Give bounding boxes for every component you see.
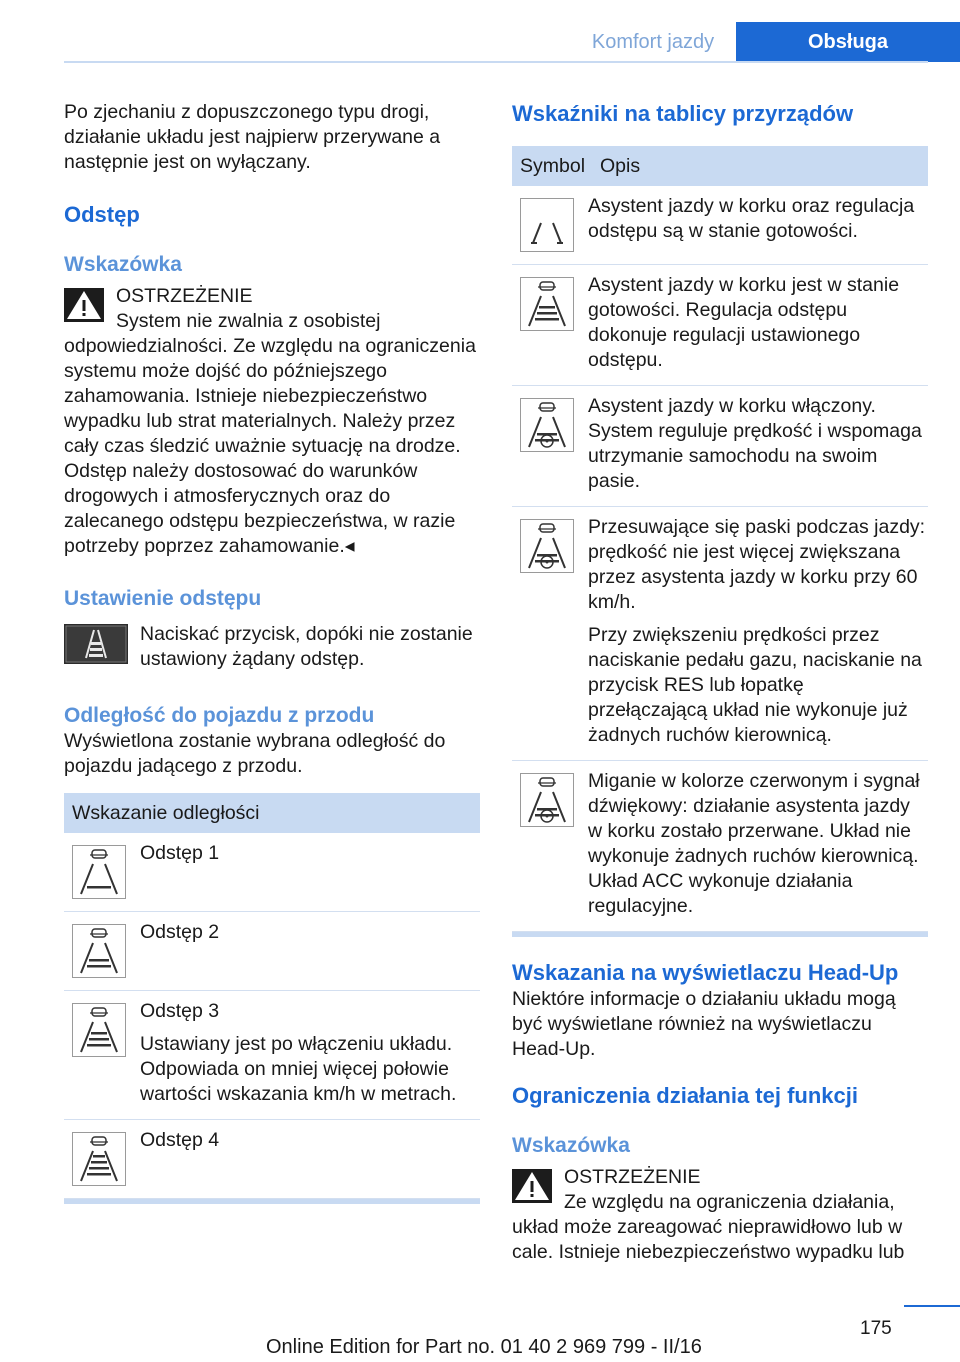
warning-text: System nie zwalnia z osobistej odpowiedzialności. Ze względu na ograniczenia systemu może dojść do późniejszego zahamowania. Istnieje niebezpieczeństwo wypadku lub strat materialnych. Należy przez cały czas śledzić uważnie sytuację na drodze. Odstęp należy dostosować do warunków drogowych i atmosferycznych oraz do zalecanego odstępu bezpieczeństwa, w razie potrzeby poprzez zahamowanie.◂: [64, 310, 476, 557]
table-row: [64, 991, 480, 1120]
ustawienie-text: Naciskać przycisk, dopóki nie zostanie ustawiony żądany odstęp.: [140, 623, 473, 670]
distance-1-icon: [72, 845, 126, 899]
indicator-table: [512, 146, 928, 937]
row-text: Odstęp 3: [140, 1000, 220, 1022]
heading-odleglosc: Odległość do pojazdu z przodu: [64, 704, 375, 727]
header-rule: [64, 61, 928, 63]
col-opis: Opis: [600, 154, 641, 177]
table-row: [512, 265, 928, 386]
footer-rule: [904, 1305, 960, 1307]
heading-ograniczenia: Ograniczenia działania tej funkcji: [512, 1083, 858, 1108]
row-text: Miganie w kolorze czerwonym i sygnał dźwiękowy: działanie asystenta jazdy w korku zostało przerwane. Układ nie wykonuje żadnych ruchów kierownicą. Układ ACC wykonuje działania regulacyjne.: [588, 770, 920, 917]
heading-wskazowka: Wskazówka: [64, 253, 182, 276]
odleglosc-text: Wyświetlona zostanie wybrana odległość do pojazdu jadącego z przodu.: [64, 730, 446, 777]
distance-control-icon: [520, 277, 574, 331]
heading-ustawienie: Ustawienie odstępu: [64, 587, 262, 610]
table-end-rule: [512, 932, 928, 937]
lane-ready-icon: [520, 198, 574, 252]
indicator-table-header: [512, 146, 928, 186]
header-chapter-tab: Obsługa: [736, 22, 960, 62]
intro-paragraph: Po zjechaniu z dopuszczonego typu drogi, działanie układu jest najpierw przerywane a następnie jest on wyłączany.: [64, 101, 441, 173]
warning-text-2: Ze względu na ograniczenia działania, układ może zareagować nieprawidłowo lub w cale. Istnieje niebezpieczeństwo wypadku lub: [512, 1191, 905, 1263]
distance-table: [64, 793, 480, 1204]
row-text: Odstęp 2: [140, 921, 220, 943]
heading-headup: Wskazania na wyświetlaczu Head-Up: [512, 960, 899, 985]
row-text: Ustawiany jest po włączeniu układu. Odpowiada on mniej więcej połowie wartości wskazania km/h w metrach.: [140, 1033, 457, 1105]
row-text: Odstęp 1: [140, 842, 220, 864]
row-text: Asystent jazdy w korku włączony. System reguluje prędkość i wspomaga utrzymanie samochodu na swoim pasie.: [588, 395, 922, 492]
left-column: [64, 100, 480, 1204]
distance-4-icon: [72, 1132, 126, 1186]
heading-odstep: Odstęp: [64, 202, 140, 227]
distance-table-header: Wskazanie odległości: [64, 793, 480, 833]
table-row: [512, 761, 928, 932]
red-flash-icon: [520, 773, 574, 827]
table-row: [512, 386, 928, 507]
moving-stripes-icon: [520, 519, 574, 573]
distance-table-body: [64, 833, 480, 1199]
warning-block: [64, 284, 480, 559]
assistant-active-icon: [520, 398, 574, 452]
warning-title-2: OSTRZEŻENIE: [564, 1166, 701, 1188]
row-text: Przesuwające się paski podczas jazdy: prędkość nie jest więcej zwiększana przez asystenta jazdy w korku przy 60 km/h.: [588, 516, 926, 613]
table-row: [64, 912, 480, 991]
row-text: Asystent jazdy w korku oraz regulacja odstępu są w stanie gotowości.: [588, 195, 915, 242]
table-end-rule: [64, 1199, 480, 1204]
distance-button-row: [64, 622, 480, 672]
distance-button-icon: [64, 624, 128, 664]
table-row: [512, 507, 928, 761]
heading-wskazowka-2: Wskazówka: [512, 1134, 630, 1157]
headup-text: Niektóre informacje o działaniu układu mogą być wyświetlane również na wyświetlaczu Head-Up.: [512, 988, 896, 1060]
col-symbol: Symbol: [520, 154, 586, 177]
heading-wskazniki: Wskaźniki na tablicy przyrządów: [512, 101, 854, 126]
indicator-table-body: [512, 186, 928, 932]
warning-triangle-icon: [512, 1169, 552, 1203]
row-text: Przy zwiększeniu prędkości przez naciskanie pedału gazu, naciskanie na przycisk RES lub łopatkę przełączającą układ nie wykonuje już żadnych ruchów kierownicą.: [588, 624, 922, 746]
distance-2-icon: [72, 924, 126, 978]
warning-block-2: [512, 1165, 928, 1265]
table-row: [64, 833, 480, 912]
right-column: [512, 100, 928, 1265]
warning-triangle-icon: [64, 288, 104, 322]
page-number: 175: [860, 1318, 892, 1339]
distance-3-icon: [72, 1003, 126, 1057]
header-section-tab: Komfort jazdy: [570, 22, 736, 62]
table-row: [64, 1120, 480, 1199]
row-text: Odstęp 4: [140, 1129, 220, 1151]
row-text: Asystent jazdy w korku jest w stanie gotowości. Regulacja odstępu dokonuje regulacji ustawionego odstępu.: [588, 274, 900, 371]
table-row: [512, 186, 928, 265]
warning-title: OSTRZEŻENIE: [116, 285, 253, 307]
edition-footer: Online Edition for Part no. 01 40 2 969 799 - II/16: [266, 1336, 702, 1358]
